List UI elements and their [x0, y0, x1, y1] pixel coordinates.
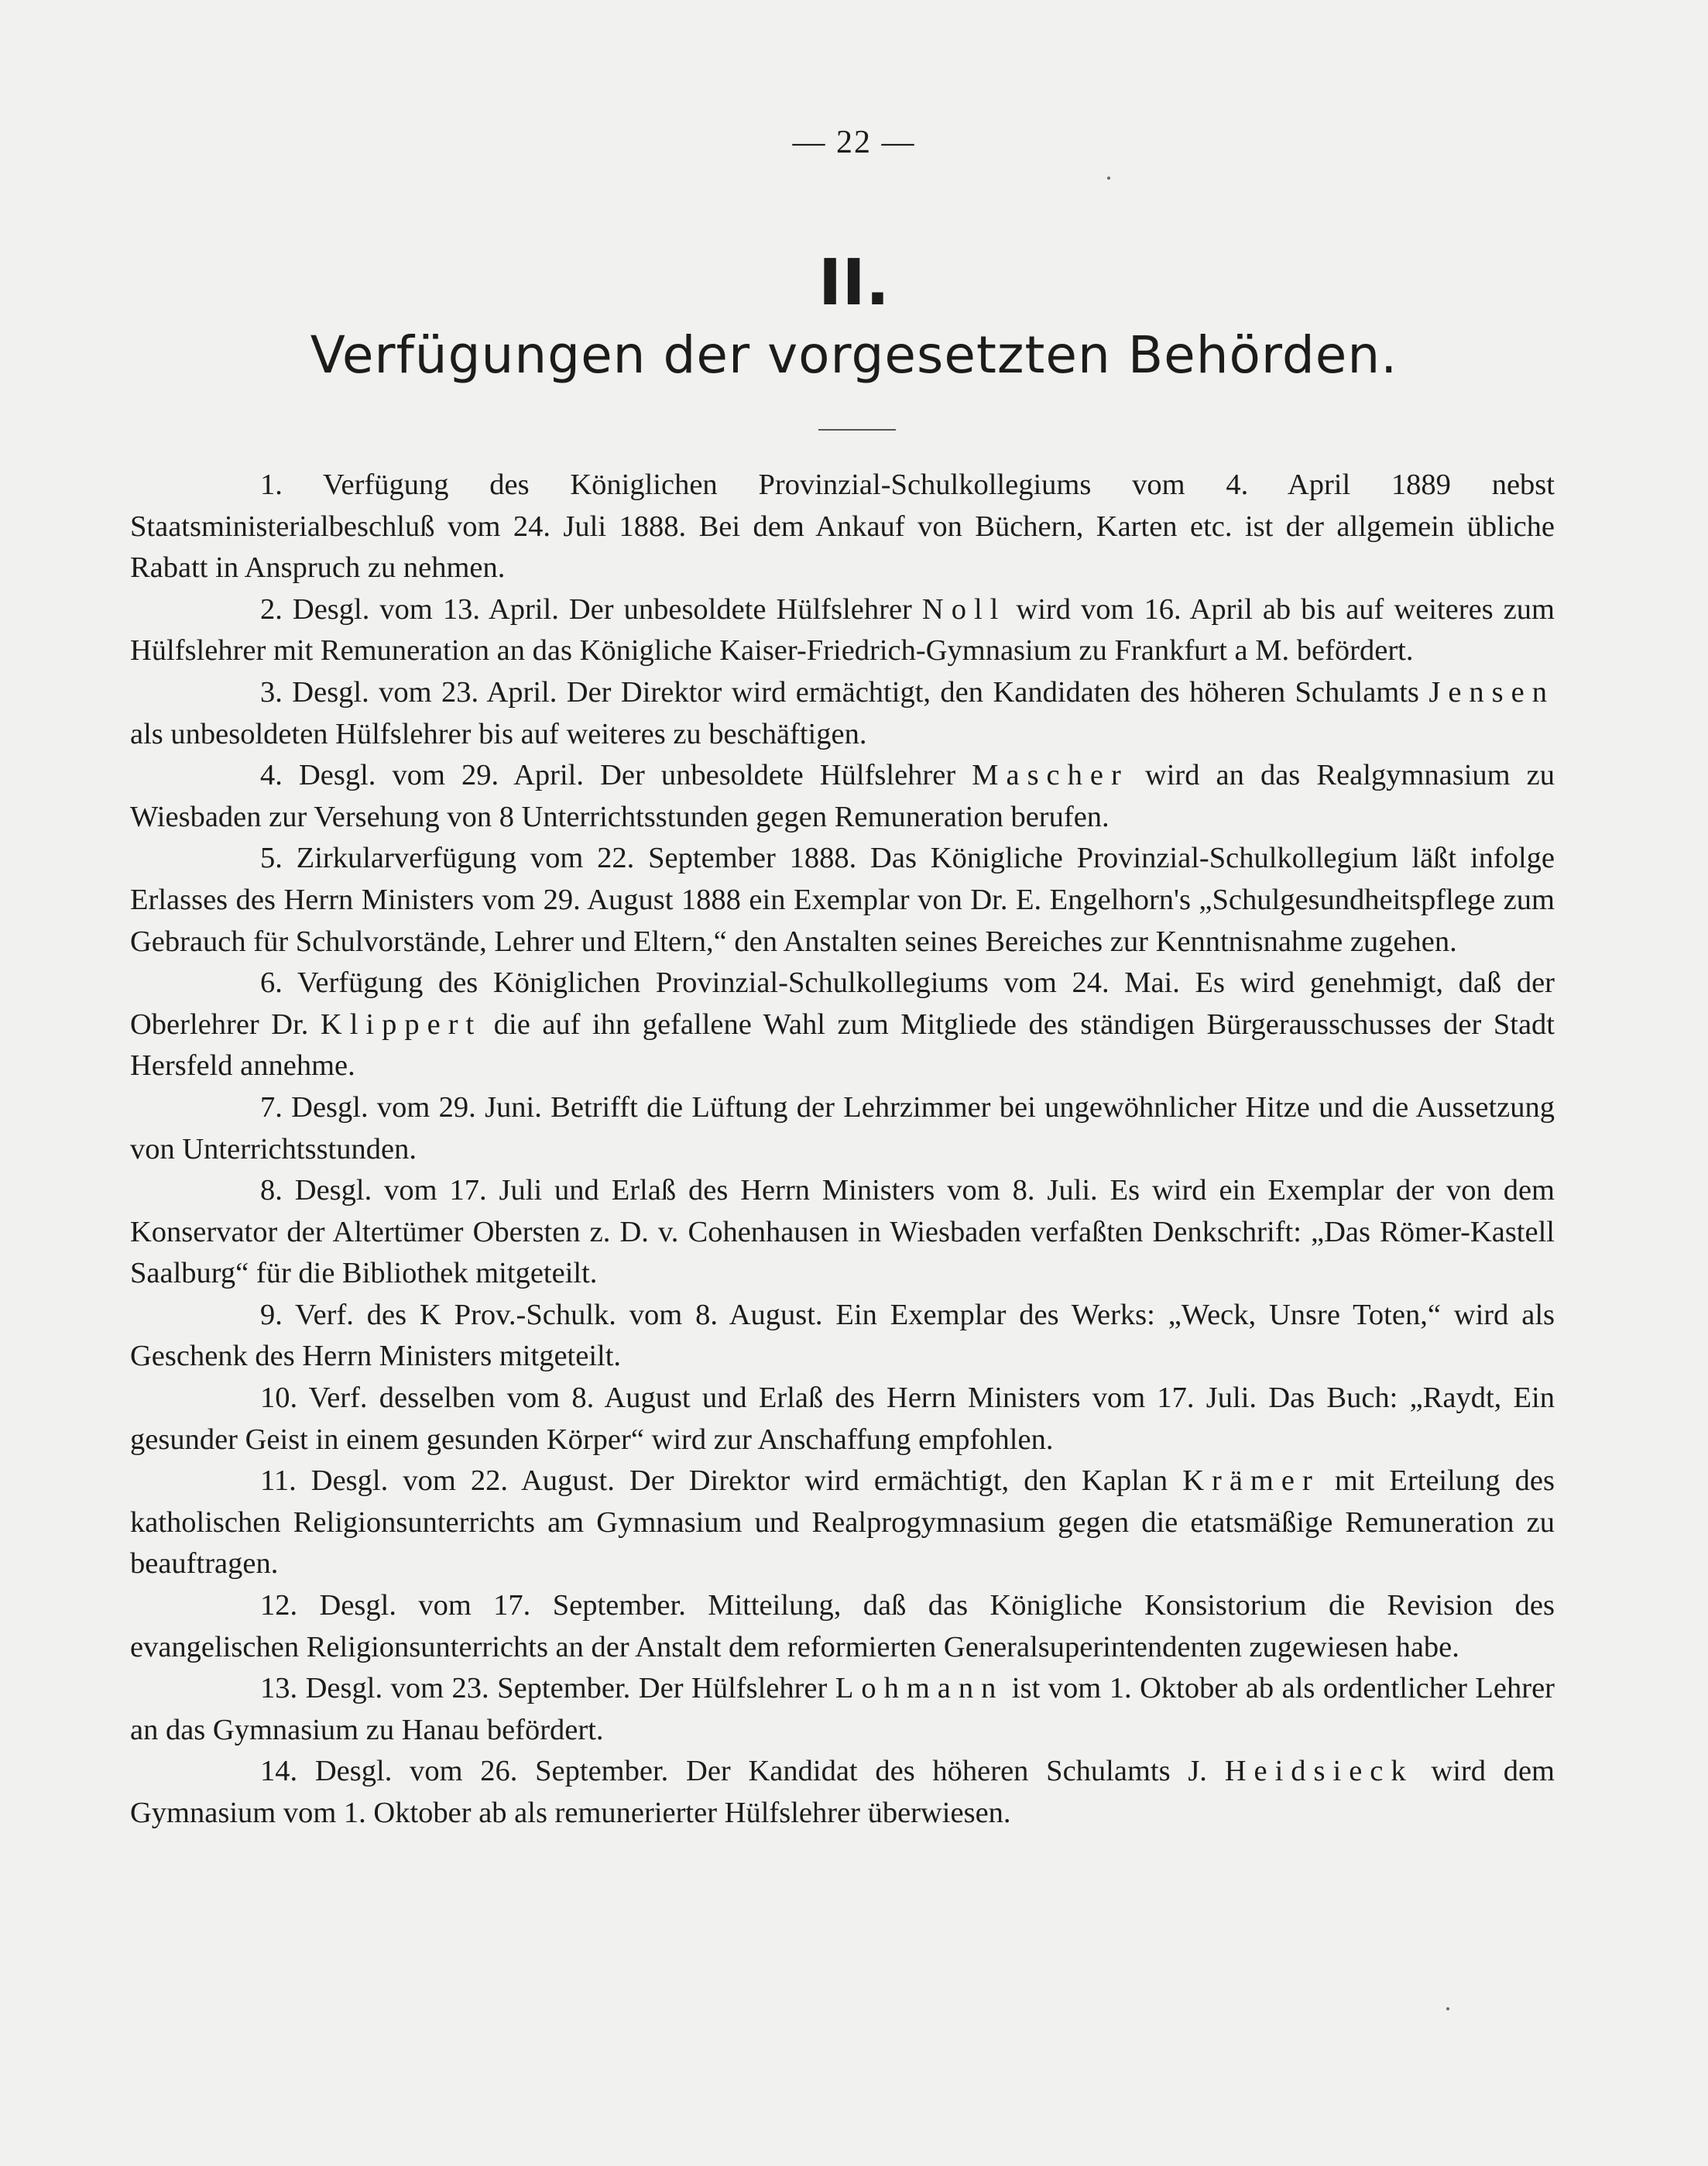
page-number: — 22 —	[792, 125, 916, 160]
decree-item	[130, 1170, 1555, 1295]
decree-item	[130, 589, 1555, 672]
decree-item	[130, 1751, 1555, 1834]
decree-person-name: Krämer	[1182, 1464, 1320, 1498]
decree-item	[130, 672, 1555, 755]
decree-text-end: ist vom 1. Oktober ab als ordentlicher Lehrer an das Gymnasium zu Hanau befördert.	[130, 1672, 1555, 1746]
decree-text: 5. Zirkularverfügung vom 22. September 1888. Das Königliche Provinzial-Schulkollegium läßt infolge Erlasses des Herrn Ministers vom 29. August 1888 ein Exemplar von Dr. E. Engelhorn's „Schulgesundheitspflege zum Gebrauch für Schulvorstände, Lehrer und Eltern,“ den Anstalten seines Bereiches zur Kenntnisnahme zugehen.	[130, 842, 1555, 958]
decree-text: 11. Desgl. vom 22. August. Der Direktor wird ermächtigt, den Kaplan	[260, 1464, 1183, 1498]
decree-item	[130, 838, 1555, 963]
scan-speck	[1107, 177, 1110, 180]
decree-text-end: als unbesoldeten Hülfslehrer bis auf weiteres zu beschäftigen.	[130, 717, 867, 750]
decree-text: 12. Desgl. vom 17. September. Mitteilung, daß das Königliche Konsistorium die Revision des evangelischen Religionsunterrichts an der Anstalt dem reformierten Generalsuperintendenten zugewiesen habe.	[130, 1589, 1555, 1663]
decree-text-end: wird an das Realgymnasium zu Wiesbaden zur Versehung von 8 Unterrichtsstunden gegen Remuneration berufen.	[130, 759, 1555, 833]
decree-text-end: die auf ihn gefallene Wahl zum Mitgliede des ständigen Bürgerausschusses der Stadt Hersfeld annehme.	[130, 1007, 1555, 1083]
decree-text: 3. Desgl. vom 23. April. Der Direktor wird ermächtigt, den Kandidaten des höheren Schulamts	[260, 675, 1429, 709]
decree-person-name: Klippert	[320, 1007, 482, 1041]
decree-text: 9. Verf. des K Prov.-Schulk. vom 8. August. Ein Exemplar des Werks: „Weck, Unsre Toten,“ wird als Geschenk des Herrn Ministers mitgeteilt.	[130, 1298, 1555, 1373]
decree-text-end: mit Erteilung des katholischen Religionsunterrichts am Gymnasium und Realprogymnasium gegen die etatsmäßige Remuneration zu beauftragen.	[130, 1464, 1555, 1581]
decree-text: 1. Verfügung des Königlichen Provinzial-Schulkollegiums vom 4. April 1889 nebst Staatsministerialbeschluß vom 24. Juli 1888. Bei dem Ankauf von Büchern, Karten etc. ist der allgemein übliche Rabatt in Anspruch zu nehmen.	[130, 469, 1555, 585]
decree-text: 2. Desgl. vom 13. April. Der unbesoldete Hülfslehrer	[260, 592, 922, 626]
decree-item	[130, 1461, 1555, 1585]
decree-text: 6. Verfügung des Königlichen Provinzial-Schulkollegiums vom 24. Mai. Es wird genehmigt, daß der Oberlehrer Dr.	[130, 966, 1555, 1041]
section-numeral: II.	[818, 246, 890, 320]
decree-text: 8. Desgl. vom 17. Juli und Erlaß des Herrn Ministers vom 8. Juli. Es wird ein Exemplar der von dem Konservator der Altertümer Obersten z. D. v. Cohenhausen in Wiesbaden verfaßten Denkschrift: „Das Römer-Kastell Saalburg“ für die Bibliothek mitgeteilt.	[130, 1174, 1555, 1290]
decree-item	[130, 1087, 1555, 1170]
decree-item	[130, 1585, 1555, 1668]
title-divider	[818, 429, 896, 431]
decree-item	[130, 1668, 1555, 1751]
decree-person-name: Jensen	[1428, 675, 1555, 709]
decree-person-name: Noll	[921, 592, 1007, 626]
decree-text-end: wird vom 16. April ab bis auf weiteres zum Hülfslehrer mit Remuneration an das Königliche Kaiser-Friedrich-Gymnasium zu Frankfurt a M. befördert.	[130, 592, 1555, 668]
decree-person-name: Heidsieck	[1224, 1755, 1414, 1788]
decree-item	[130, 1295, 1555, 1378]
decree-text: 4. Desgl. vom 29. April. Der unbesoldete Hülfslehrer	[260, 759, 972, 792]
section-title: Verfügungen der vorgesetzten Behörden.	[310, 325, 1398, 385]
decree-item	[130, 1378, 1555, 1461]
decree-text: 14. Desgl. vom 26. September. Der Kandidat des höheren Schulamts J.	[260, 1755, 1225, 1788]
decree-text: 13. Desgl. vom 23. September. Der Hülfslehrer	[260, 1672, 835, 1705]
decree-text-end: wird dem Gymnasium vom 1. Oktober ab als remunerierter Hülfslehrer überwiesen.	[130, 1755, 1555, 1829]
decree-text: 10. Verf. desselben vom 8. August und Erlaß des Herrn Ministers vom 17. Juli. Das Buch: „Raydt, Ein gesunder Geist in einem gesunden Körper“ wird zur Anschaffung empfohlen.	[130, 1382, 1555, 1456]
decree-person-name: Lohmann	[835, 1672, 1004, 1705]
decree-person-name: Mascher	[972, 759, 1129, 792]
scan-speck	[1446, 2007, 1449, 2010]
decree-item	[130, 465, 1555, 589]
decree-item	[130, 755, 1555, 838]
decrees-list	[130, 465, 1555, 1835]
decree-item	[130, 963, 1555, 1087]
decree-text: 7. Desgl. vom 29. Juni. Betrifft die Lüftung der Lehrzimmer bei ungewöhnlicher Hitze und die Aussetzung von Unterrichtsstunden.	[130, 1090, 1555, 1165]
